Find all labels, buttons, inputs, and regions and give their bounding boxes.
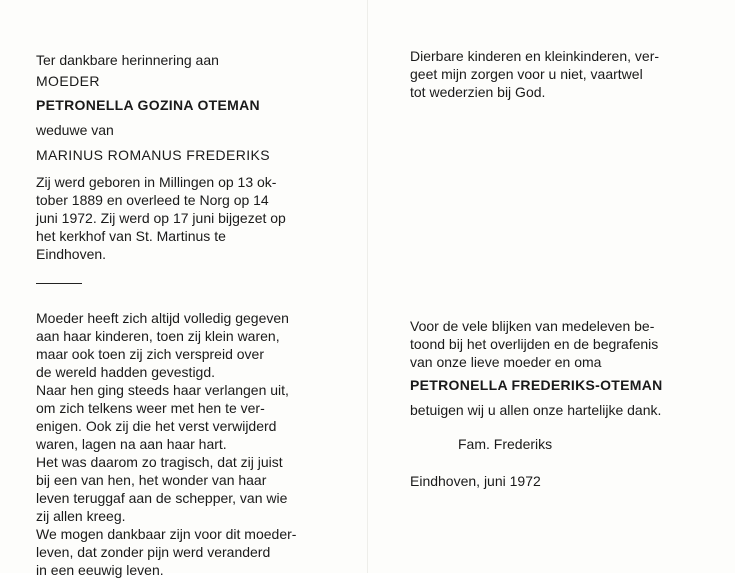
thanks-line: van onze lieve moeder en oma xyxy=(410,354,602,370)
tribute-line: in een eeuwig leven. xyxy=(36,562,164,578)
tribute-line: de wereld hadden gevestigd. xyxy=(36,364,216,380)
intro-text: Ter dankbare herinnering aan xyxy=(36,52,219,68)
thanks-text xyxy=(410,317,710,371)
bio-line: tober 1889 en overleed te Norg op 14 xyxy=(36,192,269,208)
divider-line xyxy=(36,283,82,284)
tribute-line: leven, dat zonder pijn werd veranderd xyxy=(36,544,271,560)
tribute-line: om zich telkens weer met hen te ver- xyxy=(36,400,265,416)
farewell-verse xyxy=(410,47,710,101)
right-panel xyxy=(410,47,710,490)
farewell-line: Dierbare kinderen en kleinkinderen, ver- xyxy=(410,48,660,64)
tribute-line: maar ook toen zij zich verspreid over xyxy=(36,346,264,362)
tribute-line: Het was daarom zo tragisch, dat zij juist xyxy=(36,454,283,470)
tribute-line: bij een van hen, het wonder van haar xyxy=(36,472,267,488)
farewell-line: geet mijn zorgen voor u niet, vaartwel xyxy=(410,66,643,82)
spouse-name: MARINUS ROMANUS FREDERIKS xyxy=(36,147,271,163)
card-fold xyxy=(367,0,368,573)
tribute-line: waren, lagen na aan haar hart. xyxy=(36,436,227,452)
widow-of-text: weduwe van xyxy=(36,122,114,138)
tribute-line: enigen. Ook zij die het verst verwijderd xyxy=(36,418,277,434)
tribute-line: leven teruggaf aan de schepper, van wie xyxy=(36,490,288,506)
tribute-line: Moeder heeft zich altijd volledig gegeven xyxy=(36,310,289,326)
biography xyxy=(36,173,336,263)
tribute-line: Naar hen ging steeds haar verlangen uit, xyxy=(36,382,289,398)
bio-line: Eindhoven. xyxy=(36,246,107,262)
place-date: Eindhoven, juni 1972 xyxy=(410,473,541,489)
family-name: PETRONELLA FREDERIKS-OTEMAN xyxy=(410,377,663,393)
tribute-line: zij allen kreeg. xyxy=(36,508,126,524)
bio-line: Zij werd geboren in Millingen op 13 ok- xyxy=(36,174,277,190)
farewell-line: tot wederzien bij God. xyxy=(410,84,546,100)
relation-label: MOEDER xyxy=(36,73,100,89)
tribute-line: aan haar kinderen, toen zij klein waren, xyxy=(36,328,280,344)
signature: Fam. Frederiks xyxy=(458,436,553,452)
tribute-text xyxy=(36,309,336,579)
thanks-line: Voor de vele blijken van medeleven be- xyxy=(410,318,655,334)
bio-line: het kerkhof van St. Martinus te xyxy=(36,228,226,244)
deceased-name: PETRONELLA GOZINA OTEMAN xyxy=(36,97,260,113)
thanks-closing: betuigen wij u allen onze hartelijke dank. xyxy=(410,402,662,418)
tribute-line: We mogen dankbaar zijn voor dit moeder- xyxy=(36,526,297,542)
bio-line: juni 1972. Zij werd op 17 juni bijgezet op xyxy=(36,210,286,226)
thanks-line: toond bij het overlijden en de begrafenis xyxy=(410,336,659,352)
left-panel xyxy=(36,51,336,579)
